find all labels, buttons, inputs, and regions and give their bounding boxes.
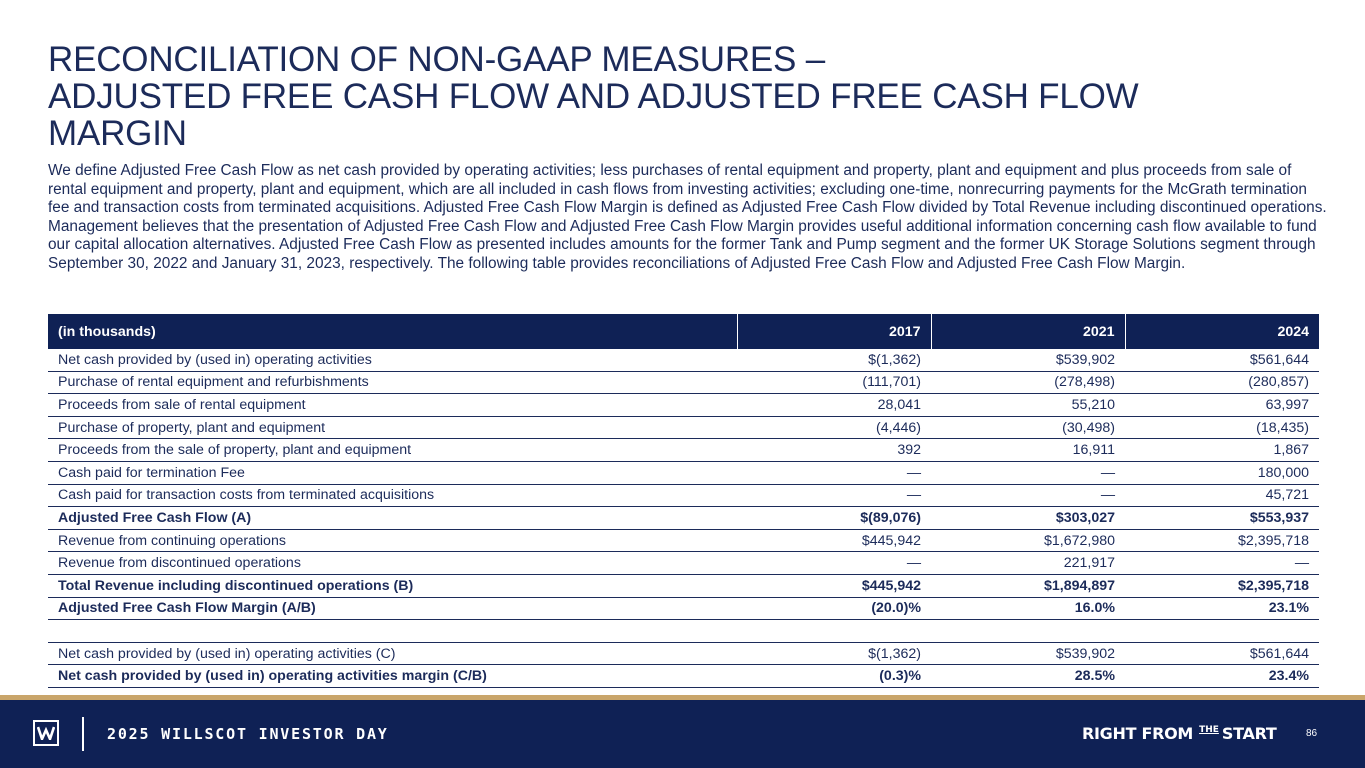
- cell-2021: $1,672,980: [931, 529, 1125, 552]
- cell-2024: 63,997: [1125, 394, 1319, 417]
- cell-2024: (18,435): [1125, 416, 1319, 439]
- row-label: Proceeds from the sale of property, plant and equipment: [48, 439, 737, 462]
- cell-2017: (20.0)%: [737, 597, 931, 620]
- table-row: [48, 507, 1319, 530]
- table-body: [48, 349, 1319, 687]
- cell-2017: $(89,076): [737, 507, 931, 530]
- cell-2017: —: [737, 461, 931, 484]
- row-label: Proceeds from sale of rental equipment: [48, 394, 737, 417]
- cell-2021: 55,210: [931, 394, 1125, 417]
- cell-2024: [1125, 620, 1319, 643]
- row-label: Adjusted Free Cash Flow (A): [48, 507, 737, 530]
- cell-2024: 180,000: [1125, 461, 1319, 484]
- cell-2021: (278,498): [931, 371, 1125, 394]
- row-label: Net cash provided by (used in) operating activities (C): [48, 642, 737, 665]
- reconciliation-table: [48, 314, 1319, 688]
- cell-2021: $303,027: [931, 507, 1125, 530]
- cell-2017: [737, 620, 931, 643]
- cell-2017: (4,446): [737, 416, 931, 439]
- row-label: Purchase of rental equipment and refurbishments: [48, 371, 737, 394]
- row-label: Total Revenue including discontinued operations (B): [48, 574, 737, 597]
- cell-2021: —: [931, 461, 1125, 484]
- cell-2024: 1,867: [1125, 439, 1319, 462]
- cell-2021: 28.5%: [931, 665, 1125, 688]
- cell-2024: $561,644: [1125, 642, 1319, 665]
- cell-2024: (280,857): [1125, 371, 1319, 394]
- cell-2017: 392: [737, 439, 931, 462]
- page-title: [48, 41, 1328, 152]
- cell-2021: 221,917: [931, 552, 1125, 575]
- willscot-logo: [33, 720, 59, 746]
- cell-2021: 16,911: [931, 439, 1125, 462]
- footer-bar: [0, 700, 1365, 768]
- cell-2024: 23.4%: [1125, 665, 1319, 688]
- tagline-pre: RIGHT FROM: [1082, 724, 1194, 743]
- cell-2021: (30,498): [931, 416, 1125, 439]
- row-label: Adjusted Free Cash Flow Margin (A/B): [48, 597, 737, 620]
- table-row: [48, 461, 1319, 484]
- w-logo-icon: [37, 726, 55, 740]
- header-2017: 2017: [737, 314, 931, 349]
- table-row: [48, 665, 1319, 688]
- table-row: [48, 371, 1319, 394]
- cell-2024: $2,395,718: [1125, 529, 1319, 552]
- cell-2021: $539,902: [931, 642, 1125, 665]
- intro-paragraph: We define Adjusted Free Cash Flow as net cash provided by operating activities; less purchases of rental equipment and property, plant and equipment and plus proceeds from sale of rental equipment and property, plant and equipment, which are all included in cash flows from investing activities; excluding one-time, nonrecurring payments for the McGrath termination fee and transaction costs from terminated acquisitions. Adjusted Free Cash Flow Margin is defined as Adjusted Free Cash Flow divided by Total Revenue including discontinued operations. Management believes that the presentation of Adjusted Free Cash Flow and Adjusted Free Cash Flow Margin provides useful additional information concerning cash flow available to fund our capital allocation alternatives. Adjusted Free Cash Flow as presented includes amounts for the former Tank and Pump segment and the former UK Storage Solutions segment through September 30, 2022 and January 31, 2023, respectively. The following table provides reconciliations of Adjusted Free Cash Flow and Adjusted Free Cash Flow Margin.: [48, 162, 1327, 272]
- table-row: [48, 416, 1319, 439]
- cell-2017: —: [737, 484, 931, 507]
- table-row: [48, 597, 1319, 620]
- row-label: Purchase of property, plant and equipment: [48, 416, 737, 439]
- table-row: [48, 552, 1319, 575]
- footer-divider: [82, 717, 84, 751]
- cell-2024: $553,937: [1125, 507, 1319, 530]
- cell-2024: $2,395,718: [1125, 574, 1319, 597]
- cell-2017: $(1,362): [737, 349, 931, 371]
- cell-2017: (0.3)%: [737, 665, 931, 688]
- tagline-post: START: [1221, 724, 1277, 743]
- tagline-the: THE: [1199, 725, 1219, 735]
- table-row: [48, 349, 1319, 371]
- title-line-2: ADJUSTED FREE CASH FLOW AND ADJUSTED FREE CASH FLOW: [48, 77, 1139, 116]
- table-row: [48, 574, 1319, 597]
- row-label: Cash paid for termination Fee: [48, 461, 737, 484]
- cell-2017: $445,942: [737, 574, 931, 597]
- cell-2017: —: [737, 552, 931, 575]
- cell-2024: $561,644: [1125, 349, 1319, 371]
- cell-2017: (111,701): [737, 371, 931, 394]
- row-label: Revenue from discontinued operations: [48, 552, 737, 575]
- table-row: [48, 394, 1319, 417]
- header-2021: 2021: [931, 314, 1125, 349]
- table-row: [48, 529, 1319, 552]
- cell-2017: $(1,362): [737, 642, 931, 665]
- row-label: Net cash provided by (used in) operating activities: [48, 349, 737, 371]
- cell-2017: 28,041: [737, 394, 931, 417]
- title-line-1: RECONCILIATION OF NON-GAAP MEASURES –: [48, 40, 825, 79]
- cell-2024: 45,721: [1125, 484, 1319, 507]
- cell-2021: 16.0%: [931, 597, 1125, 620]
- row-label: Revenue from continuing operations: [48, 529, 737, 552]
- table-header-row: [48, 314, 1319, 349]
- table-row: [48, 439, 1319, 462]
- cell-2021: $539,902: [931, 349, 1125, 371]
- cell-2024: —: [1125, 552, 1319, 575]
- row-label: [48, 620, 737, 643]
- cell-2021: —: [931, 484, 1125, 507]
- row-label: Net cash provided by (used in) operating activities margin (C/B): [48, 665, 737, 688]
- header-2024: 2024: [1125, 314, 1319, 349]
- table-row: [48, 642, 1319, 665]
- table-row-blank: [48, 620, 1319, 643]
- table-row: [48, 484, 1319, 507]
- title-line-3: MARGIN: [48, 114, 187, 153]
- header-label: (in thousands): [48, 314, 737, 349]
- cell-2021: $1,894,897: [931, 574, 1125, 597]
- cell-2024: 23.1%: [1125, 597, 1319, 620]
- cell-2021: [931, 620, 1125, 643]
- cell-2017: $445,942: [737, 529, 931, 552]
- page-number: 86: [1306, 728, 1318, 739]
- row-label: Cash paid for transaction costs from terminated acquisitions: [48, 484, 737, 507]
- tagline: [1082, 724, 1277, 743]
- event-name: 2025 WILLSCOT INVESTOR DAY: [107, 725, 389, 743]
